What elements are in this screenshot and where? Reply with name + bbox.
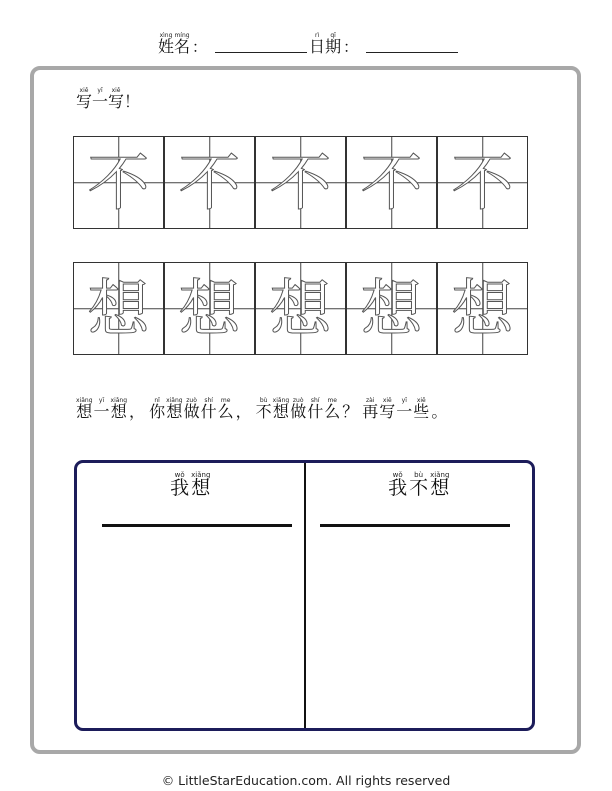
instr2-char: zài 再 (362, 397, 379, 421)
tracing-cell[interactable] (73, 136, 164, 229)
instr1-char: xiě 写 (76, 87, 93, 111)
instr2-char: xiě 写 (379, 397, 396, 421)
instr2-period: 。 (431, 402, 448, 421)
instr2-comma: ， (235, 402, 252, 421)
instr2-comma: ， (129, 402, 146, 421)
instr2-char: xiē 些 (413, 397, 430, 421)
tracing-cell[interactable] (346, 136, 437, 229)
trace-character: 想 (360, 271, 423, 345)
instr2-char: nǐ 你 (149, 397, 166, 421)
instruction-think (76, 397, 451, 420)
instr2-char: xiǎng 想 (272, 397, 290, 421)
name-colon: ： (192, 38, 208, 56)
instruction-write (76, 87, 140, 110)
instr2-char: zuò 做 (183, 397, 200, 421)
tracing-cell[interactable] (437, 262, 528, 355)
instr2-char: xiǎng 想 (76, 397, 93, 421)
trace-character: 不 (178, 145, 241, 219)
trace-character: 不 (87, 145, 150, 219)
instr2-char: xiǎng 想 (110, 397, 128, 421)
copyright-footer: © LittleStarEducation.com. All rights reserved (161, 773, 451, 788)
date-field[interactable] (366, 39, 458, 53)
instr2-char: shí 什 (307, 397, 324, 421)
instr1-exclaim: ！ (124, 92, 141, 111)
instr2-char: me 么 (324, 397, 341, 421)
tracing-cell[interactable] (346, 262, 437, 355)
trace-character: 想 (451, 271, 514, 345)
instr2-char: zuò 做 (290, 397, 307, 421)
date-label-char-2: qī 期 (325, 32, 342, 56)
worksheet-header (158, 27, 478, 55)
name-label-char-1: xìng 姓 (158, 32, 175, 56)
instr2-char: shí 什 (200, 397, 217, 421)
title-char: bù 不 (409, 471, 429, 499)
trace-character: 不 (360, 145, 423, 219)
tracing-row-bu (73, 136, 528, 229)
title-char: wǒ 我 (170, 471, 190, 499)
tracing-cell[interactable] (255, 136, 346, 229)
i-want-title (77, 471, 304, 498)
title-char: wǒ 我 (388, 471, 408, 499)
instr2-char: yī 一 (93, 397, 110, 421)
title-char: xiǎng 想 (191, 471, 211, 499)
tracing-cell[interactable] (437, 136, 528, 229)
title-char: xiǎng 想 (430, 471, 450, 499)
i-dont-want-title-underline (320, 524, 510, 527)
tracing-cell[interactable] (164, 136, 255, 229)
i-want-column[interactable] (77, 463, 306, 728)
trace-character: 不 (269, 145, 332, 219)
instr1-char: yī 一 (92, 87, 109, 111)
trace-character: 不 (451, 145, 514, 219)
answer-box (74, 460, 535, 731)
name-field[interactable] (215, 39, 307, 53)
instr2-char: xiǎng 想 (166, 397, 183, 421)
trace-character: 想 (178, 271, 241, 345)
instr2-char: yī 一 (396, 397, 413, 421)
i-want-title-underline (102, 524, 292, 527)
instr2-question: ？ (342, 402, 359, 421)
date-label-char-1: rì 日 (309, 32, 326, 56)
date-colon: ： (343, 38, 359, 56)
instr1-char: xiě 写 (108, 87, 125, 111)
tracing-cell[interactable] (164, 262, 255, 355)
instr2-char: me 么 (217, 397, 234, 421)
tracing-cell[interactable] (255, 262, 346, 355)
i-dont-want-title (306, 471, 533, 498)
i-dont-want-column[interactable] (306, 463, 533, 728)
name-label-char-2: míng 名 (174, 32, 191, 56)
trace-character: 想 (269, 271, 332, 345)
tracing-row-xiang (73, 262, 528, 355)
tracing-cell[interactable] (73, 262, 164, 355)
trace-character: 想 (87, 271, 150, 345)
instr2-char: bù 不 (255, 397, 272, 421)
